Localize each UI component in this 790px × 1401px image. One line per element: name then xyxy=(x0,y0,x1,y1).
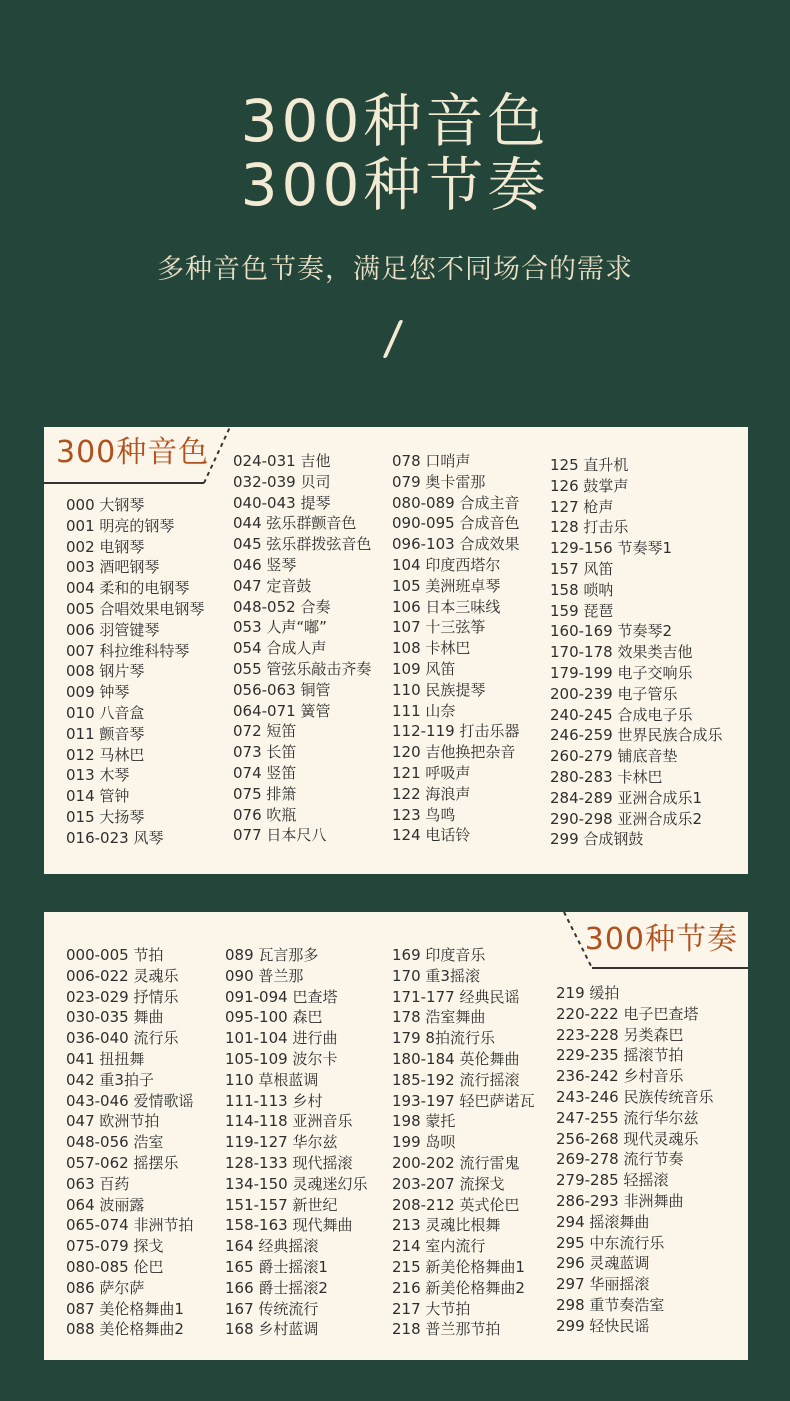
list-item: 203-207 流探戈 xyxy=(392,1174,505,1193)
list-item: 170 重3摇滚 xyxy=(392,966,480,985)
list-item: 109 风笛 xyxy=(392,659,456,678)
list-item: 091-094 巴查塔 xyxy=(225,987,338,1006)
list-item: 030-035 舞曲 xyxy=(66,1008,164,1027)
list-item: 114-118 亚洲音乐 xyxy=(225,1112,353,1131)
list-item: 169 印度音乐 xyxy=(392,946,486,964)
list-item: 200-202 流行雷鬼 xyxy=(392,1153,520,1172)
list-item: 041 扭扭舞 xyxy=(66,1049,145,1068)
voices-column-3 xyxy=(392,451,519,846)
list-item: 064 波丽露 xyxy=(66,1195,145,1214)
list-item: 013 木琴 xyxy=(66,766,130,785)
list-item: 095-100 森巴 xyxy=(225,1008,323,1027)
list-item: 073 长笛 xyxy=(233,743,297,762)
list-item: 080-089 合成主音 xyxy=(392,493,520,512)
list-item: 200-239 电子管乐 xyxy=(550,684,678,703)
list-item: 036-040 流行乐 xyxy=(66,1029,179,1048)
list-item: 107 十三弦筝 xyxy=(392,618,486,637)
title-rhythms: 300种节奏 xyxy=(240,151,550,219)
list-item: 074 竖笛 xyxy=(233,763,297,782)
list-item: 072 短笛 xyxy=(233,722,297,741)
list-item: 119-127 华尔兹 xyxy=(225,1133,338,1152)
list-item: 075 排箫 xyxy=(233,784,297,803)
list-item: 297 华丽摇滚 xyxy=(556,1275,650,1294)
list-item: 123 鸟鸣 xyxy=(392,805,456,824)
list-item: 076 吹瓶 xyxy=(233,805,297,824)
list-item: 223-228 另类森巴 xyxy=(556,1025,684,1044)
list-item: 106 日本三味线 xyxy=(392,597,501,616)
list-item: 247-255 流行华尔兹 xyxy=(556,1108,699,1127)
list-item: 023-029 抒情乐 xyxy=(66,987,179,1006)
list-item: 075-079 探戈 xyxy=(66,1237,164,1256)
list-item: 056-063 铜管 xyxy=(233,680,331,699)
list-item: 128 打击乐 xyxy=(550,518,629,537)
list-item: 087 美伦格舞曲1 xyxy=(66,1299,184,1318)
list-item: 057-062 摇摆乐 xyxy=(66,1153,179,1172)
voices-column-4 xyxy=(550,455,722,850)
list-item: 011 颤音琴 xyxy=(66,724,145,743)
list-item: 008 钢片琴 xyxy=(66,662,145,681)
list-item: 064-071 簧管 xyxy=(233,701,331,720)
title-voices: 300种音色 xyxy=(240,87,550,155)
list-item: 045 弦乐群拨弦音色 xyxy=(233,535,372,554)
list-item: 165 爵士摇滚1 xyxy=(225,1257,328,1276)
list-item: 240-245 合成电子乐 xyxy=(550,705,693,724)
list-item: 000 大钢琴 xyxy=(66,496,145,514)
list-item: 218 普兰那节拍 xyxy=(392,1320,501,1339)
voices-card xyxy=(44,427,748,874)
list-item: 213 灵魂比根舞 xyxy=(392,1216,501,1235)
list-item: 077 日本尺八 xyxy=(233,826,327,845)
list-item: 179 8拍流行乐 xyxy=(392,1029,495,1048)
list-item: 090 普兰那 xyxy=(225,966,304,985)
list-item: 127 枪声 xyxy=(550,497,614,516)
list-item: 105 美洲班卓琴 xyxy=(392,576,501,595)
list-item: 006 羽管键琴 xyxy=(66,620,160,639)
list-item: 000-005 节拍 xyxy=(66,946,164,964)
list-item: 269-278 流行节奏 xyxy=(556,1150,684,1169)
list-item: 012 马林巴 xyxy=(66,745,145,764)
list-item: 214 室内流行 xyxy=(392,1237,486,1256)
list-item: 005 合唱效果电钢琴 xyxy=(66,599,205,618)
list-item: 160-169 节奏琴2 xyxy=(550,622,672,641)
list-item: 111-113 乡村 xyxy=(225,1091,323,1110)
list-item: 298 重节奏浩室 xyxy=(556,1295,665,1314)
list-item: 010 八音盒 xyxy=(66,703,145,722)
list-item: 170-178 效果类吉他 xyxy=(550,643,693,662)
list-item: 193-197 轻巴萨诺瓦 xyxy=(392,1091,535,1110)
rhythms-column-3 xyxy=(392,945,534,1340)
slash-divider xyxy=(383,320,404,358)
list-item: 004 柔和的电钢琴 xyxy=(66,579,190,598)
list-item: 042 重3拍子 xyxy=(66,1070,154,1089)
list-item: 157 风笛 xyxy=(550,559,614,578)
list-item: 111 山奈 xyxy=(392,701,456,720)
list-item: 032-039 贝司 xyxy=(233,472,331,491)
list-item: 125 直升机 xyxy=(550,456,629,474)
list-item: 159 琵琶 xyxy=(550,601,614,620)
list-item: 110 草根蓝调 xyxy=(225,1070,319,1089)
list-item: 219 缓拍 xyxy=(556,984,620,1002)
list-item: 048-052 合奏 xyxy=(233,597,331,616)
list-item: 178 浩室舞曲 xyxy=(392,1008,486,1027)
list-item: 220-222 电子巴查塔 xyxy=(556,1004,699,1023)
list-item: 090-095 合成音色 xyxy=(392,514,520,533)
list-item: 134-150 灵魂迷幻乐 xyxy=(225,1174,368,1193)
rhythms-column-4 xyxy=(556,983,713,1337)
list-item: 088 美伦格舞曲2 xyxy=(66,1320,184,1339)
list-item: 199 岛呗 xyxy=(392,1133,456,1152)
rhythms-column-1 xyxy=(66,945,193,1340)
list-item: 151-157 新世纪 xyxy=(225,1195,338,1214)
list-item: 078 口哨声 xyxy=(392,452,471,470)
list-item: 164 经典摇滚 xyxy=(225,1237,319,1256)
list-item: 044 弦乐群颤音色 xyxy=(233,514,357,533)
list-item: 048-056 浩室 xyxy=(66,1133,164,1152)
list-item: 236-242 乡村音乐 xyxy=(556,1067,684,1086)
list-item: 284-289 亚洲合成乐1 xyxy=(550,788,702,807)
list-item: 296 灵魂蓝调 xyxy=(556,1254,650,1273)
list-item: 003 酒吧钢琴 xyxy=(66,558,160,577)
list-item: 256-268 现代灵魂乐 xyxy=(556,1129,699,1148)
list-item: 216 新美伦格舞曲2 xyxy=(392,1278,525,1297)
list-item: 280-283 卡林巴 xyxy=(550,767,663,786)
list-item: 179-199 电子交响乐 xyxy=(550,663,693,682)
list-item: 279-285 轻摇滚 xyxy=(556,1171,669,1190)
rhythms-card xyxy=(44,912,748,1360)
list-item: 185-192 流行摇滚 xyxy=(392,1070,520,1089)
list-item: 053 人声“嘟” xyxy=(233,618,327,637)
list-item: 299 合成钢鼓 xyxy=(550,830,644,849)
list-item: 043-046 爱情歌谣 xyxy=(66,1091,194,1110)
list-item: 108 卡林巴 xyxy=(392,639,471,658)
list-item: 101-104 进行曲 xyxy=(225,1029,338,1048)
list-item: 040-043 提琴 xyxy=(233,493,331,512)
list-item: 112-119 打击乐器 xyxy=(392,722,520,741)
list-item: 006-022 灵魂乐 xyxy=(66,966,179,985)
list-item: 110 民族提琴 xyxy=(392,680,486,699)
list-item: 166 爵士摇滚2 xyxy=(225,1278,328,1297)
rhythms-column-2 xyxy=(225,945,367,1340)
voices-column-1 xyxy=(66,495,204,849)
list-item: 295 中东流行乐 xyxy=(556,1233,665,1252)
list-item: 089 瓦言那多 xyxy=(225,946,319,964)
list-item: 016-023 风琴 xyxy=(66,828,164,847)
list-item: 198 蒙托 xyxy=(392,1112,456,1131)
list-item: 086 萨尔萨 xyxy=(66,1278,145,1297)
list-item: 246-259 世界民族合成乐 xyxy=(550,726,723,745)
list-item: 055 管弦乐敲击齐奏 xyxy=(233,659,372,678)
list-item: 128-133 现代摇滚 xyxy=(225,1153,353,1172)
list-item: 290-298 亚洲合成乐2 xyxy=(550,809,702,828)
list-item: 126 鼓掌声 xyxy=(550,476,629,495)
list-item: 105-109 波尔卡 xyxy=(225,1049,338,1068)
list-item: 260-279 铺底音垫 xyxy=(550,747,678,766)
list-item: 024-031 吉他 xyxy=(233,452,331,470)
list-item: 243-246 民族传统音乐 xyxy=(556,1087,714,1106)
list-item: 002 电钢琴 xyxy=(66,537,145,556)
list-item: 129-156 节奏琴1 xyxy=(550,539,672,558)
list-item: 158-163 现代舞曲 xyxy=(225,1216,353,1235)
list-item: 120 吉他换把杂音 xyxy=(392,743,516,762)
list-item: 180-184 英伦舞曲 xyxy=(392,1049,520,1068)
list-item: 124 电话铃 xyxy=(392,826,471,845)
list-item: 054 合成人声 xyxy=(233,639,327,658)
list-item: 294 摇滚舞曲 xyxy=(556,1212,650,1231)
list-item: 047 欧洲节拍 xyxy=(66,1112,160,1131)
subtitle: 多种音色节奏，满足您不同场合的需求 xyxy=(157,254,633,285)
voices-column-2 xyxy=(233,451,371,846)
list-item: 015 大扬琴 xyxy=(66,807,145,826)
list-item: 007 科拉维科特琴 xyxy=(66,641,190,660)
list-item: 158 唢呐 xyxy=(550,580,614,599)
list-item: 215 新美伦格舞曲1 xyxy=(392,1257,525,1276)
list-item: 104 印度西塔尔 xyxy=(392,555,501,574)
list-item: 121 呼吸声 xyxy=(392,763,471,782)
list-item: 001 明亮的钢琴 xyxy=(66,516,175,535)
rhythms-tag: 300种节奏 xyxy=(584,922,738,957)
list-item: 168 乡村蓝调 xyxy=(225,1320,319,1339)
list-item: 065-074 非洲节拍 xyxy=(66,1216,194,1235)
list-item: 047 定音鼓 xyxy=(233,576,312,595)
list-item: 096-103 合成效果 xyxy=(392,535,520,554)
voices-tag: 300种音色 xyxy=(56,435,210,470)
list-item: 014 管钟 xyxy=(66,787,130,806)
list-item: 299 轻快民谣 xyxy=(556,1316,650,1335)
list-item: 080-085 伦巴 xyxy=(66,1257,164,1276)
list-item: 046 竖琴 xyxy=(233,555,297,574)
list-item: 122 海浪声 xyxy=(392,784,471,803)
list-item: 217 大节拍 xyxy=(392,1299,471,1318)
list-item: 063 百药 xyxy=(66,1174,130,1193)
list-item: 167 传统流行 xyxy=(225,1299,319,1318)
list-item: 286-293 非洲舞曲 xyxy=(556,1191,684,1210)
list-item: 208-212 英式伦巴 xyxy=(392,1195,520,1214)
list-item: 171-177 经典民谣 xyxy=(392,987,520,1006)
list-item: 079 奥卡雷那 xyxy=(392,472,486,491)
list-item: 009 钟琴 xyxy=(66,683,130,702)
list-item: 229-235 摇滚节拍 xyxy=(556,1046,684,1065)
